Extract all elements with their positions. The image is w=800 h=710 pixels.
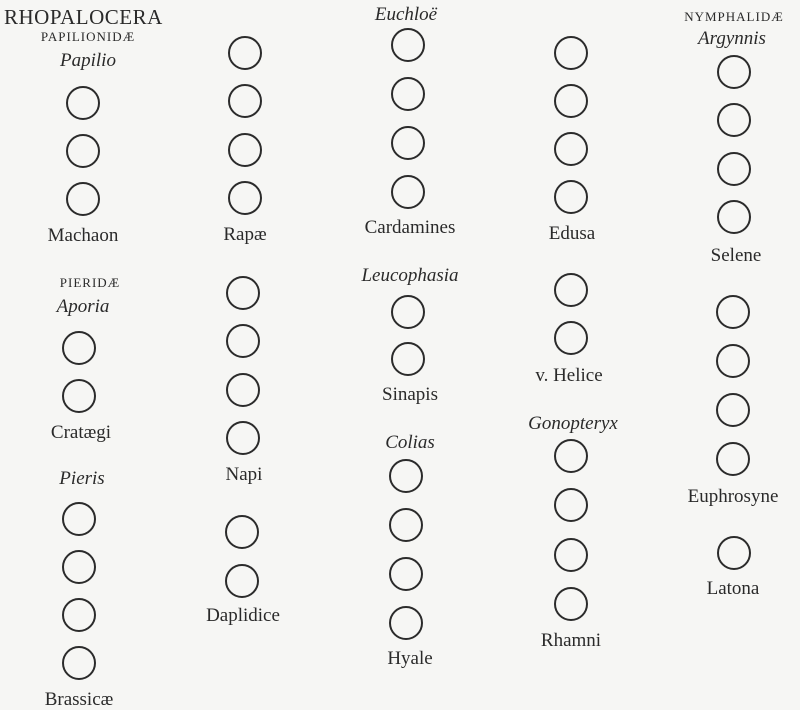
species-label-latona: Latona	[706, 578, 760, 599]
specimen-ring	[226, 276, 260, 310]
specimen-ring	[225, 564, 259, 598]
specimen-ring	[554, 84, 588, 118]
species-label-hyale: Hyale	[387, 648, 433, 669]
specimen-ring	[554, 36, 588, 70]
specimen-ring	[226, 421, 260, 455]
specimen-ring	[717, 55, 751, 89]
specimen-ring	[228, 181, 262, 215]
specimen-ring	[62, 331, 96, 365]
specimen-ring	[62, 598, 96, 632]
species-label-selene: Selene	[710, 245, 762, 266]
specimen-ring	[66, 134, 100, 168]
specimen-ring	[554, 132, 588, 166]
specimen-ring	[62, 646, 96, 680]
genus-label-colias: Colias	[385, 432, 435, 453]
specimen-ring	[391, 175, 425, 209]
specimen-ring	[716, 295, 750, 329]
genus-label-gonopteryx: Gonopteryx	[528, 413, 618, 434]
family-heading-nymphalidae: NYMPHALIDÆ	[684, 9, 784, 24]
specimen-ring	[62, 502, 96, 536]
genus-label-euchloe: Euchloë	[374, 4, 438, 25]
specimen-ring	[717, 200, 751, 234]
specimen-ring	[554, 180, 588, 214]
specimen-ring	[389, 508, 423, 542]
species-label-rhamni: Rhamni	[540, 630, 602, 651]
genus-label-papilio: Papilio	[60, 50, 116, 71]
specimen-ring	[717, 103, 751, 137]
specimen-ring	[228, 133, 262, 167]
specimen-ring	[554, 488, 588, 522]
specimen-ring	[554, 538, 588, 572]
specimen-ring	[389, 459, 423, 493]
specimen-ring	[66, 182, 100, 216]
specimen-ring	[716, 344, 750, 378]
specimen-ring	[716, 393, 750, 427]
specimen-ring	[716, 442, 750, 476]
species-label-brassicae: Brassicæ	[44, 689, 114, 710]
species-label-machaon: Machaon	[47, 225, 119, 246]
genus-label-argynnis: Argynnis	[698, 28, 766, 49]
specimen-ring	[228, 36, 262, 70]
genus-label-pieris: Pieris	[59, 468, 105, 489]
genus-label-aporia: Aporia	[56, 296, 110, 317]
specimen-ring	[391, 342, 425, 376]
specimen-ring	[554, 321, 588, 355]
specimen-ring	[554, 439, 588, 473]
species-label-crataegi: Cratægi	[50, 422, 112, 443]
specimen-ring	[391, 295, 425, 329]
species-label-euphrosyne: Euphrosyne	[687, 486, 779, 507]
specimen-ring	[391, 28, 425, 62]
specimen-ring	[554, 587, 588, 621]
specimen-ring	[391, 126, 425, 160]
specimen-ring	[66, 86, 100, 120]
specimen-ring	[226, 324, 260, 358]
species-label-cardamines: Cardamines	[364, 217, 456, 238]
species-label-daplidice: Daplidice	[206, 605, 280, 626]
specimen-ring	[62, 550, 96, 584]
family-heading-papilionidae: PAPILIONIDÆ	[40, 29, 136, 44]
genus-label-leucophasia: Leucophasia	[361, 265, 459, 286]
specimen-ring	[389, 557, 423, 591]
specimen-ring	[226, 373, 260, 407]
species-label-napi: Napi	[225, 464, 263, 485]
specimen-ring	[717, 536, 751, 570]
species-label-rapae: Rapæ	[223, 224, 267, 245]
specimen-ring	[62, 379, 96, 413]
family-heading-pieridae: PIERIDÆ	[59, 275, 121, 290]
specimen-ring	[228, 84, 262, 118]
order-heading: RHOPALOCERA	[4, 5, 163, 29]
specimen-ring	[389, 606, 423, 640]
specimen-ring	[391, 77, 425, 111]
specimen-ring	[554, 273, 588, 307]
species-label-helice: v. Helice	[535, 365, 603, 386]
specimen-ring	[225, 515, 259, 549]
specimen-ring	[717, 152, 751, 186]
species-label-sinapis: Sinapis	[382, 384, 438, 405]
species-label-edusa: Edusa	[548, 223, 596, 244]
